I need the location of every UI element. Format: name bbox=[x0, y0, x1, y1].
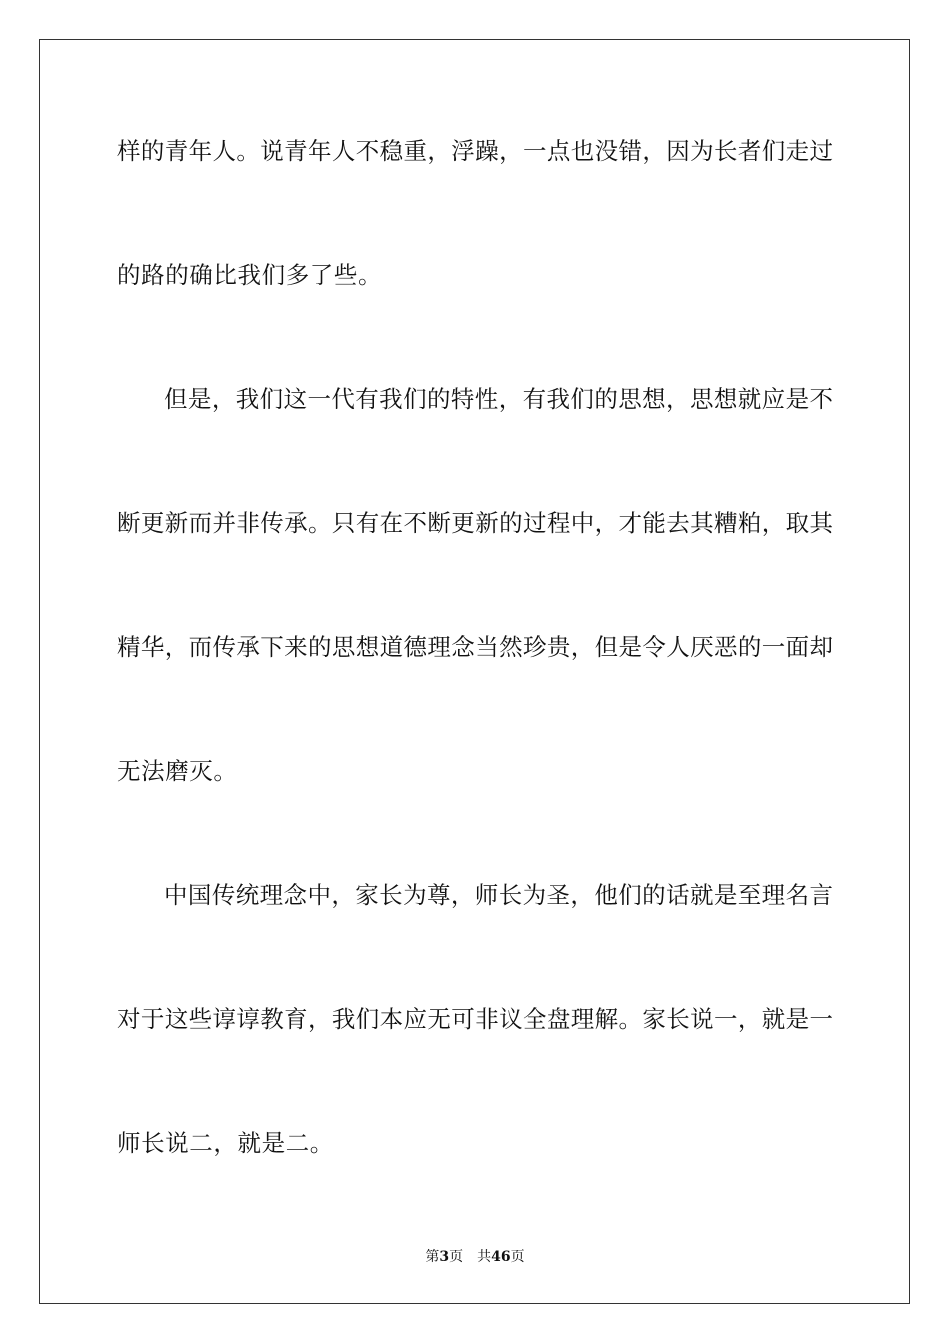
footer-total-prefix: 共 bbox=[477, 1249, 492, 1265]
body-line-1: 样的青年人。说青年人不稳重，浮躁，一点也没错，因为长者们走过 bbox=[117, 137, 833, 165]
page-footer bbox=[0, 1248, 950, 1266]
page-border bbox=[39, 39, 910, 1304]
body-line-7: 中国传统理念中，家长为尊，师长为圣，他们的话就是至理名言 bbox=[164, 881, 833, 909]
footer-total-pages: 46 bbox=[491, 1249, 511, 1265]
footer-page-number: 3 bbox=[439, 1249, 450, 1265]
footer-page-prefix: 第 bbox=[425, 1249, 440, 1265]
body-line-5: 精华，而传承下来的思想道德理念当然珍贵，但是令人厌恶的一面却 bbox=[117, 633, 833, 661]
body-line-3: 但是，我们这一代有我们的特性，有我们的思想，思想就应是不 bbox=[164, 385, 833, 413]
body-line-9: 师长说二，就是二。 bbox=[117, 1129, 334, 1157]
footer-page-suffix: 页 bbox=[449, 1249, 464, 1265]
body-line-2: 的路的确比我们多了些。 bbox=[117, 261, 383, 289]
body-line-4: 断更新而并非传承。只有在不断更新的过程中，才能去其糟粕，取其 bbox=[117, 509, 833, 537]
body-line-6: 无法磨灭。 bbox=[117, 757, 238, 785]
body-line-8: 对于这些谆谆教育，我们本应无可非议全盘理解。家长说一，就是一 bbox=[117, 1005, 833, 1033]
footer-total-suffix: 页 bbox=[510, 1249, 525, 1265]
